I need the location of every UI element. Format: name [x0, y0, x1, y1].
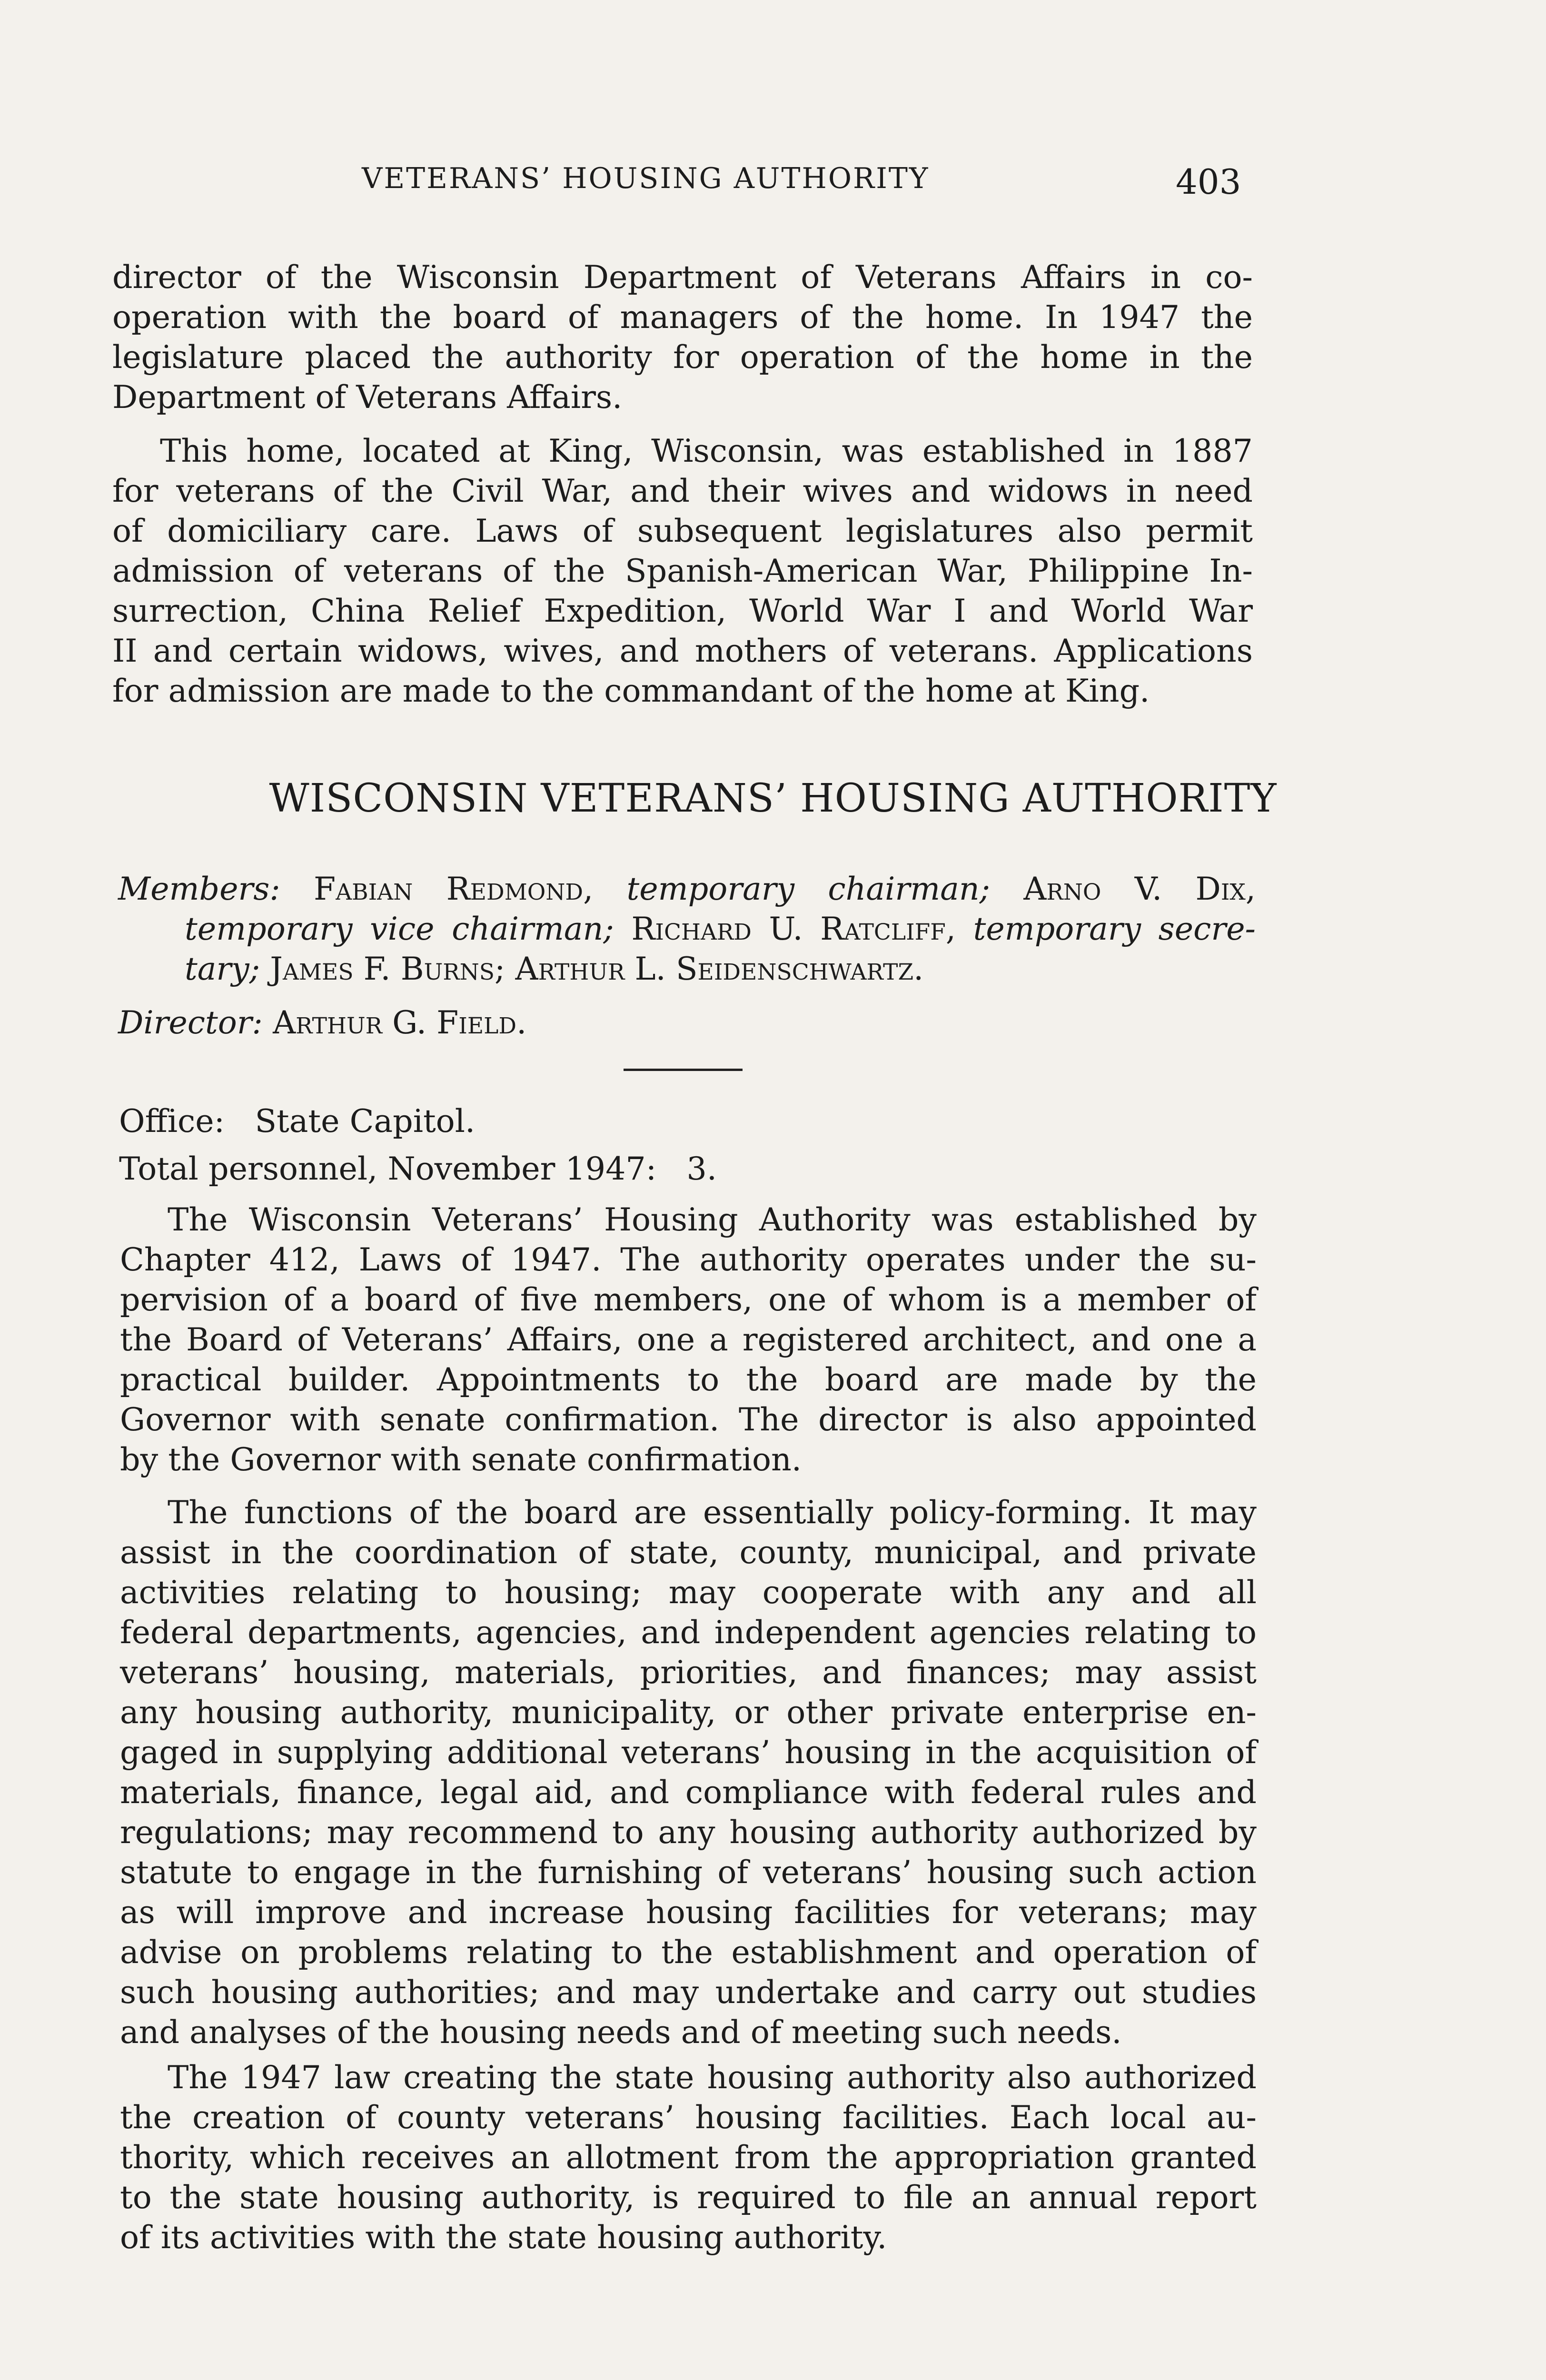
text-line: any housing authority, municipality, or other private enterprise en- — [120, 1694, 1257, 1731]
text-line: of domiciliary care. Laws of subsequent legislatures also permit — [112, 512, 1253, 549]
text-line: surrection, China Relief Expedition, World War I and World War — [112, 592, 1253, 629]
divider — [624, 1069, 743, 1071]
home-paragraph — [112, 431, 1253, 711]
page-number: 403 — [1176, 162, 1241, 202]
personnel-row: Total personnel, November 1947: 3. — [119, 1150, 717, 1187]
members-line — [118, 869, 1256, 909]
text-line: for admission are made to the commandant of the home at King. — [112, 672, 1150, 709]
establishment-paragraph — [120, 1200, 1257, 1479]
member-role: temporary secre- — [973, 910, 1256, 947]
text-line: advise on problems relating to the establishment and operation of — [120, 1934, 1257, 1971]
section-title: WISCONSIN VETERANS’ HOUSING AUTHORITY — [269, 776, 1277, 821]
text-line: to the state housing authority, is required to file an annual report — [120, 2179, 1257, 2216]
paragraph — [120, 1492, 1257, 2052]
functions-paragraph — [120, 1492, 1257, 2052]
text-line: the Board of Veterans’ Affairs, one a registered architect, and one a — [120, 1321, 1257, 1358]
text-line: gaged in supplying additional veterans’ housing in the acquisition of — [120, 1734, 1257, 1771]
text-line: The functions of the board are essentially policy-forming. It may — [168, 1494, 1257, 1531]
member-role: temporary chairman; — [626, 870, 991, 907]
running-head: VETERANS’ HOUSING AUTHORITY — [362, 162, 930, 195]
text-line: federal departments, agencies, and independent agencies relating to — [120, 1614, 1257, 1651]
text-line: for veterans of the Civil War, and their wives and widows in need — [112, 472, 1253, 509]
text-line: Department of Veterans Affairs. — [112, 378, 623, 416]
office-row: Office: State Capitol. — [119, 1102, 476, 1140]
members-list — [118, 869, 1256, 989]
member-name: Richard U. Ratcliff, — [631, 910, 956, 947]
members-label: Members: — [118, 870, 280, 907]
director-line — [118, 1002, 526, 1042]
member-name: Arno V. Dix, — [1023, 870, 1256, 907]
text-line: operation with the board of managers of the home. In 1947 the — [112, 298, 1253, 336]
text-line: as will improve and increase housing facilities for veterans; may — [120, 1894, 1257, 1931]
members-line — [185, 909, 1256, 949]
text-line: pervision of a board of five members, one of whom is a member of — [120, 1281, 1257, 1318]
text-line: legislature placed the authority for operation of the home in the — [112, 338, 1253, 376]
members-line — [185, 949, 1256, 989]
text-line: of its activities with the state housing authority. — [120, 2219, 887, 2256]
text-line: The 1947 law creating the state housing authority also authorized — [168, 2059, 1257, 2096]
member-role: temporary vice chairman; — [185, 910, 614, 947]
paragraph — [120, 2057, 1257, 2257]
text-line: II and certain widows, wives, and mothers of veterans. Applications — [112, 632, 1253, 669]
text-line: director of the Wisconsin Department of Veterans Affairs in co- — [112, 258, 1253, 296]
local-authorities-paragraph — [120, 2057, 1257, 2257]
text-line: Governor with senate confirmation. The director is also appointed — [120, 1401, 1257, 1438]
member-name: James F. Burns; — [270, 950, 505, 987]
office-info — [119, 1097, 717, 1192]
paragraph — [112, 431, 1253, 711]
text-line: assist in the coordination of state, county, municipal, and private — [120, 1534, 1257, 1571]
text-line: admission of veterans of the Spanish-American War, Philippine In- — [112, 552, 1253, 589]
member-name: Fabian Redmond, — [314, 870, 594, 907]
text-line: by the Governor with senate confirmation. — [120, 1441, 802, 1478]
text-line: and analyses of the housing needs and of meeting such needs. — [120, 2013, 1122, 2051]
text-line: Chapter 412, Laws of 1947. The authority operates under the su- — [120, 1241, 1257, 1278]
text-line: practical builder. Appointments to the board are made by the — [120, 1361, 1257, 1398]
text-line: veterans’ housing, materials, priorities, and finances; may assist — [120, 1654, 1257, 1691]
text-line: statute to engage in the furnishing of veterans’ housing such action — [120, 1854, 1257, 1891]
text-line: the creation of county veterans’ housing facilities. Each local au- — [120, 2099, 1257, 2136]
paragraph — [120, 1200, 1257, 1479]
text-line: materials, finance, legal aid, and compliance with federal rules and — [120, 1774, 1257, 1811]
text-line: such housing authorities; and may undertake and carry out studies — [120, 1973, 1257, 2011]
director-name: Arthur G. Field. — [273, 1004, 527, 1041]
director-label: Director: — [118, 1004, 263, 1041]
member-role: tary; — [185, 950, 260, 987]
text-line: activities relating to housing; may cooperate with any and all — [120, 1574, 1257, 1611]
text-line: thority, which receives an allotment from the appropriation granted — [120, 2139, 1257, 2176]
intro-paragraph — [112, 257, 1253, 417]
text-line: This home, located at King, Wisconsin, was established in 1887 — [160, 432, 1253, 469]
text-line: The Wisconsin Veterans’ Housing Authority was established by — [168, 1201, 1257, 1238]
paragraph — [112, 257, 1253, 417]
text-line: regulations; may recommend to any housing authority authorized by — [120, 1814, 1257, 1851]
member-name: Arthur L. Seidenschwartz. — [515, 950, 924, 987]
